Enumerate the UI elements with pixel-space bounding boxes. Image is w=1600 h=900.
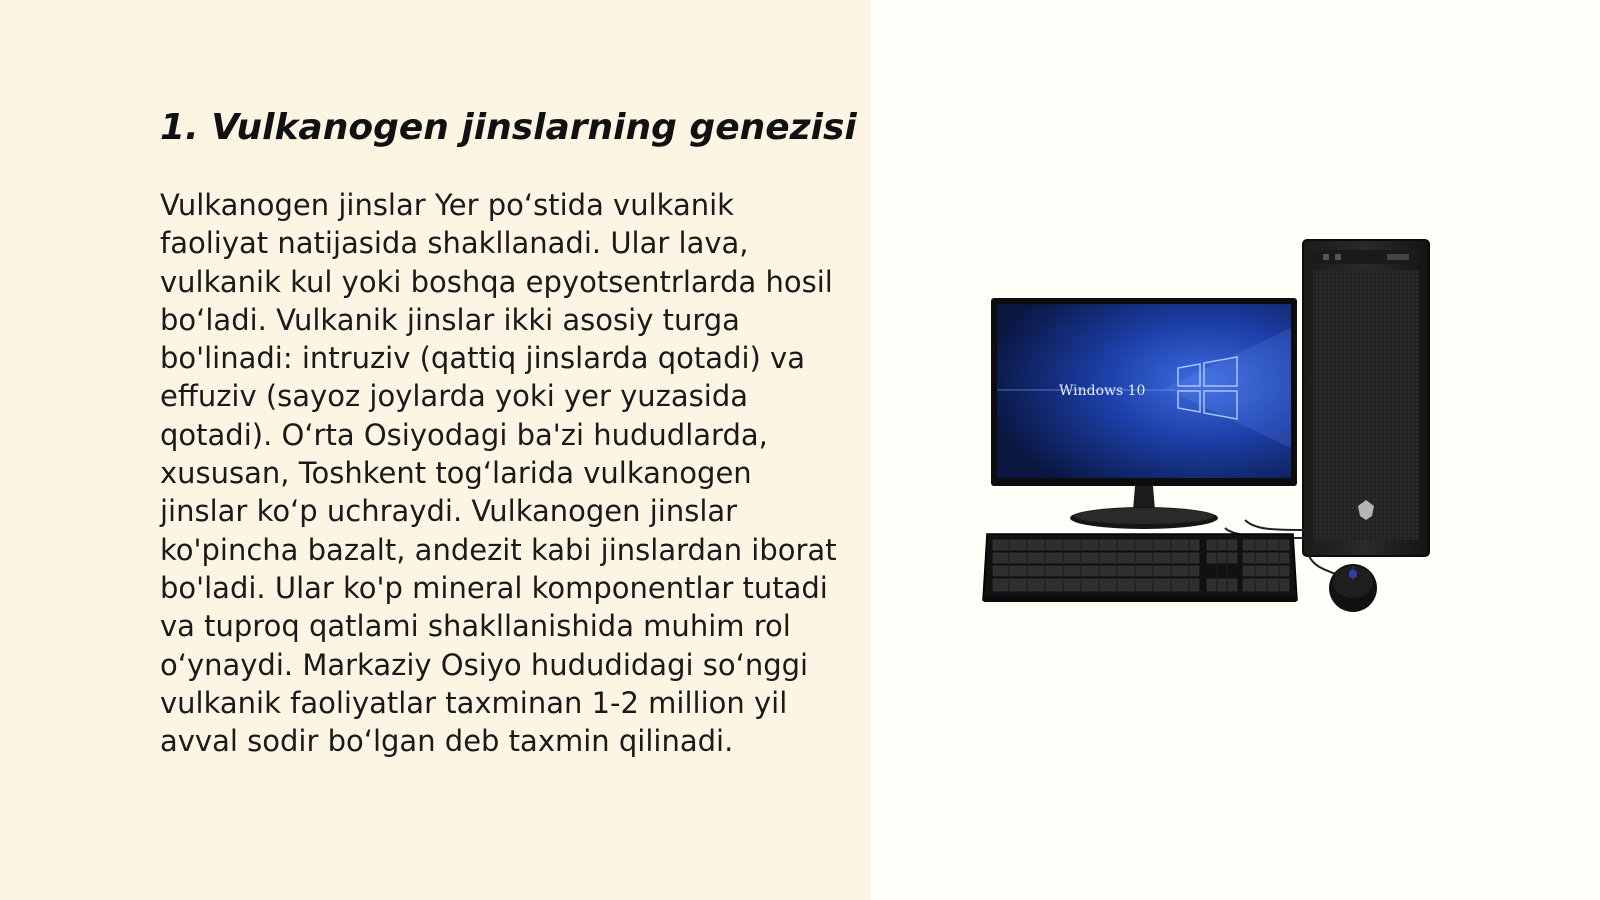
screen-os-label: Windows 10 xyxy=(1059,383,1146,399)
mouse xyxy=(1329,564,1377,612)
pc-tower xyxy=(1303,240,1429,556)
slide-title: 1. Vulkanogen jinslarning genezisi xyxy=(160,107,857,148)
monitor xyxy=(991,298,1297,529)
slide-body-text: Vulkanogen jinslar Yer po‘stida vulkanik faoliyat natijasida shakllanadi. Ular lava, vulkanik kul yoki boshqa epyotsentrlarda hosil bo‘ladi. Vulkanik jinslar ikki asosiy turga bo'linadi: intruziv (qattiq jinslarda qotadi) va effuziv (sayoz joylarda yoki yer yuzasida qotadi). O‘rta Osiyodagi ba'zi hududlarda, xususan, Toshkent tog‘larida vulkanogen jinslar ko‘p uchraydi. Vulkanogen jinslar ko'pincha bazalt, andezit kabi jinslardan iborat bo'ladi. Ular ko'p mineral komponentlar tutadi va tuproq qatlami shakllanishida muhim rol o‘ynaydi. Markaziy Osiyo hududidagi so‘nggi vulkanik faoliyatlar taxminan 1-2 million yil avval sodir bo‘lgan deb taxmin qilinadi. xyxy=(160,188,837,759)
desktop-computer-image xyxy=(975,238,1435,628)
keyboard xyxy=(983,534,1297,602)
